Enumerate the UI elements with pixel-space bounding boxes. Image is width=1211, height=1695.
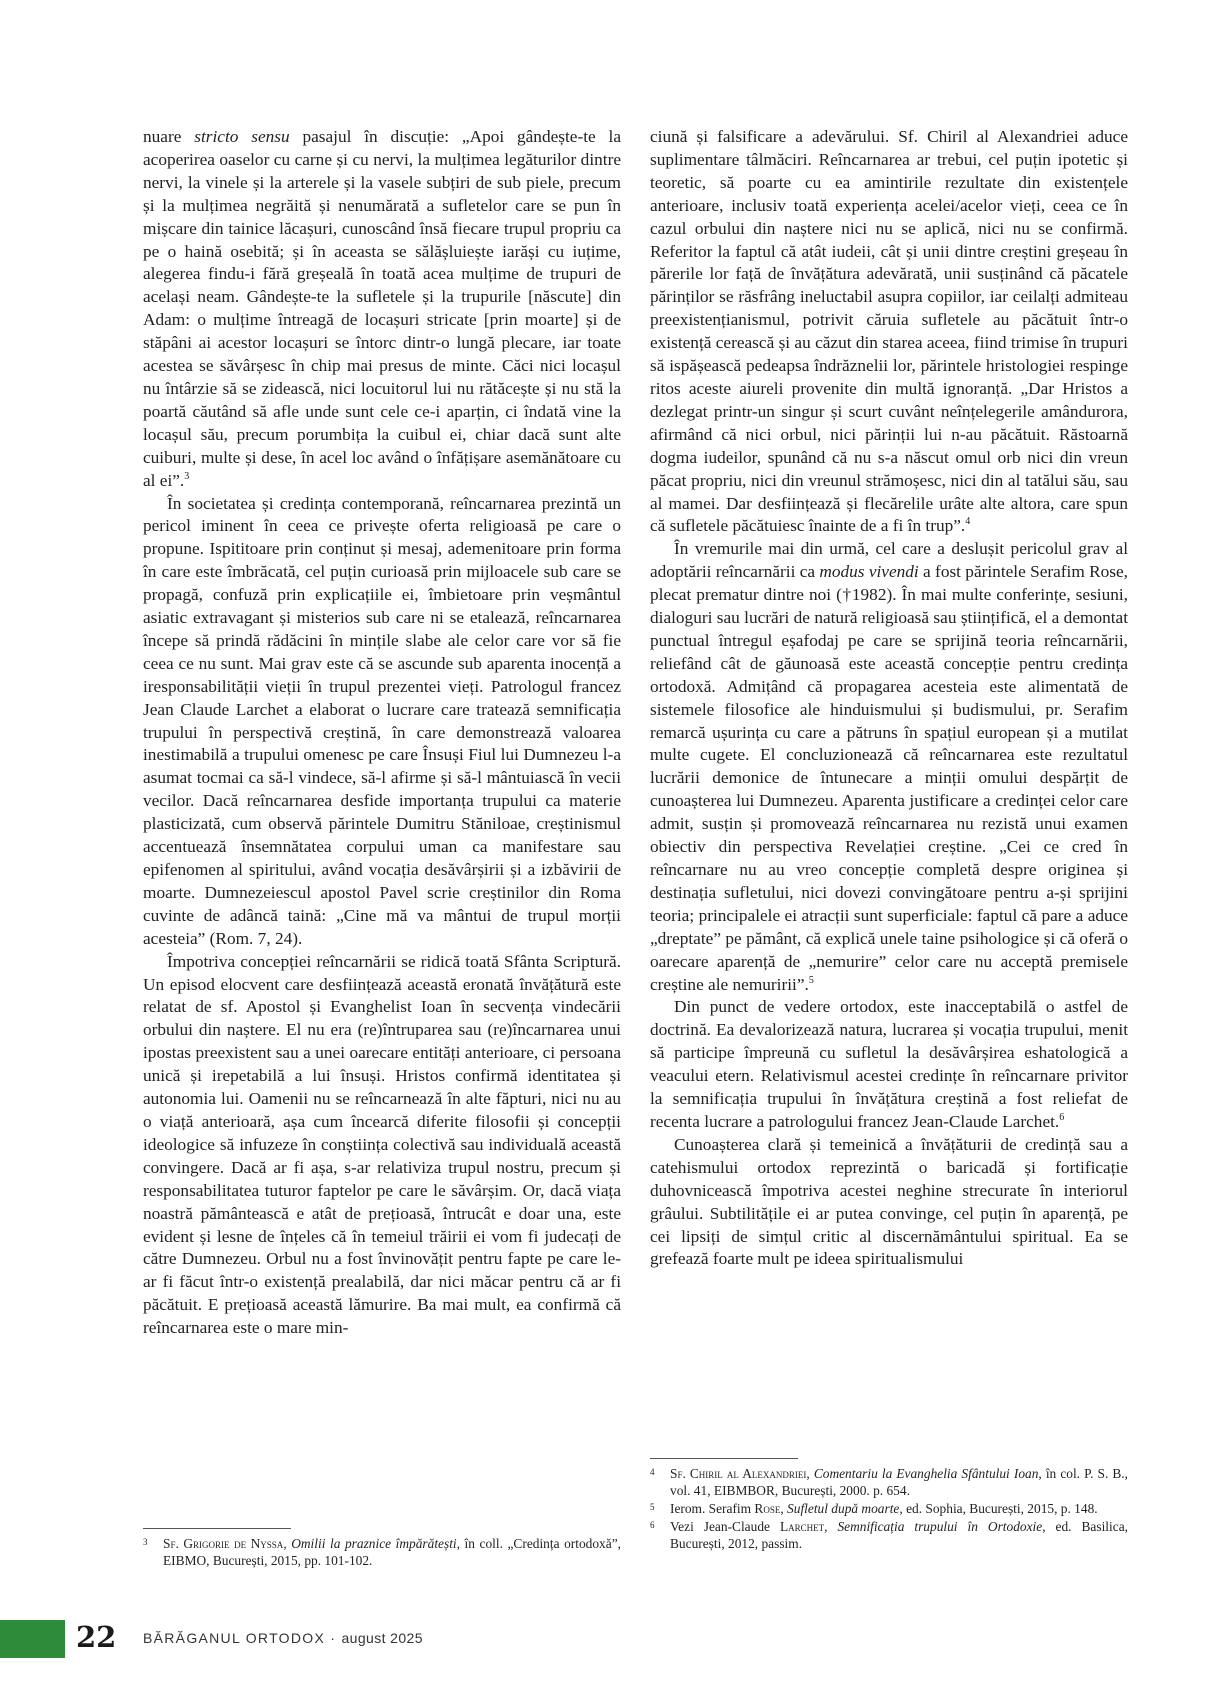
footnotes-left — [143, 1528, 621, 1570]
paragraph: În societatea și credința contemporană, reîncarnarea prezintă un pericol iminent în ceea ce privește oferta religioasă pe care o propune. Ispititoare prin conținut și mesaj, ademenitoare prin forma în care este îmbrăcată, cel puțin curioasă prin mijloacele sub care se propagă, confuză prin explicațiile ei, îmbietoare prin veșmântul asiatic extravagant și misterios sub care ni se etalează, reîncarnarea începe să prindă rădăcini în mințile slabe ale celor care vor să fie ceea ce nu sunt. Mai grav este că se ascunde sub aparenta inocență a iresponsabilității vieții în trupul prezentei vieți. Patrologul francez Jean Claude Larchet a elaborat o lucrare care tratează semnificația trupului în perspectivă creștină, în care demonstrează valoarea inestimabilă a trupului omenesc pe care Însuși Fiul lui Dumnezeu l-a asumat tocmai ca să-l vindece, să-l afirme și să-l mântuiască în vecii vecilor. Dacă reîncarnarea desfide importanța trupului ca materie plasticizată, cum observă părintele Dumitru Stăniloae, creștinismul accentuează însemnătatea corpului uman ca manifestare sau epifenomen al spiritului, având vocația desăvârșirii și a izbăvirii de moarte. Dumnezeiescul apostol Pavel scrie creștinilor din Roma cuvinte de adâncă taină: „Cine mă va mântui de trupul morții acesteia” (Rom. 7, 24). — [143, 493, 621, 948]
footer-separator: · — [325, 1630, 342, 1646]
latin-phrase: stricto sensu — [194, 127, 290, 146]
footnote-4: 4 Sf. Chiril al Alexandriei, Comentariu la Evanghelia Sfântului Ioan, în col. P. S. B., vol. 41, EIBMBOR, București, 2000. p. 654. — [650, 1466, 1128, 1498]
footnote-ref[interactable]: 3 — [184, 470, 190, 482]
footnote-number: 6 — [650, 1520, 655, 1530]
footnote-5: 5 Ierom. Serafim Rose, Sufletul după moarte, ed. Sophia, București, 2015, p. 148. — [650, 1501, 1098, 1516]
footnote-ref[interactable]: 6 — [1059, 1112, 1065, 1124]
footnote-3: 3 Sf. Grigorie de Nyssa, Omilii la praznice împărătești, în coll. „Credința ortodoxă”, EIBMO, București, 2015, pp. 101-102. — [143, 1536, 621, 1568]
left-column — [143, 126, 621, 1340]
latin-phrase: modus vivendi — [819, 562, 919, 582]
paragraph: Împotriva concepției reîncarnării se ridică toată Sfânta Scriptură. Un episod elocvent care desființează această eronată învățătură este relatat de sf. Apostol și Evanghelist Ioan în secvența vindecării orbului din naștere. El nu era (re)întruparea sau (re)încarnarea unui ipostas preexistent sau a unei oarecare entități anterioare, ci persoana unică și irepetabilă a lui însuși. Hristos confirmă identitatea și autonomia lui. Oamenii nu se reîncarnează în alte făpturi, nici nu au o viață anterioară, așa cum încearcă diferite filosofii și concepții ideologice să infuzeze în conștiința colectivă sau individuală această convingere. Dacă ar fi așa, s-ar relativiza trupul nostru, precum și responsabilitatea tuturor faptelor pe care le săvârșim. Or, dacă viața noastră pământească e atât de prețioasă, întrucât e doar una, este evident și lesne de înțeles că în temeiul trăirii ei vom fi judecați de către Dumnezeu. Orbul nu a fost învinovățit pentru fapte pe care le-ar fi făcut într-o existență prealabilă, dar nici măcar pentru că ar fi păcătuit. E prețioasă această lămurire. Ba mai mult, ea confirmă că reîncarnarea este o mare min- — [143, 951, 621, 1338]
magazine-title: BĂRĂGANUL ORTODOX — [143, 1630, 326, 1646]
running-footer — [143, 1629, 423, 1647]
paragraph: Cunoașterea clară și temeinică a învățăturii de credință sau a catehismului ortodox reprezintă o baricadă și fortificație duhovnicească împotriva acestei neghine strecurate în interiorul grâului. Subtilitățile ei ar putea convinge, cel puțin în aparență, pe cei lipsiți de simțul critic al discernământului spiritual. Ea se grefează foarte mult pe ideea spiritualismului — [650, 1134, 1128, 1269]
right-column — [650, 126, 1128, 1271]
footnote-number: 3 — [143, 1537, 148, 1547]
footnote-number: 4 — [650, 1467, 655, 1477]
paragraph: În vremurile mai din urmă, cel care a deslușit pericolul grav al adoptării reîncarnării ca modus vivendi a fost părintele Serafim Rose, plecat prematur dintre noi (†1982). În mai multe conferințe, sesiuni, dialoguri sau lucrări de natură religioasă sau științifică, el a demontat punctual întregul eșafodaj pe care se sprijină teoria reîncarnării, reliefând cât de găunoasă este această concepție pentru credința ortodoxă. Admițând că propagarea acesteia este alimentată de sistemele filosofice ale hinduismului și budismului, pr. Serafim remarcă ușurința cu care a pătruns în spațiul european și a mutilat multe cugete. El concluzionează că reîncarnarea este rezultatul lucrării demonice de întunecare a minții omului despărțit de cunoașterea lui Dumnezeu. Aparenta justificare a credinței celor care admit, susțin și promovează reîncarnarea nu rezistă unui examen obiectiv din perspectiva Revelației creștine. „Cei ce cred în reîncarnare nu au vreo concepție completă despre originea și destinația sufletului, nici dovezi convingătoare pentru a-și sprijini teoria; principalele ei atracții sunt superficiale: faptul că pare a aduce „dreptate” pe pământ, că explică unele taine psihologice și că oferă o oarecare aparență de „nemurire” celor care nu acceptă premisele creștine ale nemuririi”.$^5$ — [650, 539, 1129, 994]
footnote-number: 5 — [650, 1502, 655, 1512]
paragraph: Din punct de vedere ortodox, este inacceptabilă o astfel de doctrină. Ea devalorizează natura, lucrarea și vocația trupului, menit să participe împreună cu sufletul la desăvârșirea eshatologică a veacului etern. Relativismul acestei credințe în reîncarnare privitor la semnificația trupului în învățătura creștină a fost reliefat de recenta lucrare a patrologului francez Jean-Claude Larchet.$^6$ — [650, 997, 1128, 1131]
footnote-divider — [650, 1458, 798, 1459]
footnote-6: 6 Vezi Jean-Claude Larchet, Semnificația trupului în Ortodoxie, ed. Basilica, București, 2012, passim. — [650, 1519, 1128, 1551]
page-accent-bar — [0, 1620, 65, 1658]
paragraph: nuare stricto sensu pasajul în discuție: „Apoi gândește-te la acoperirea oaselor cu carne și cu nervi, la mulțimea legăturilor dintre nervi, la vinele și la arterele și la vasele subțiri de sub piele, precum și la mulțimea negrăită și nenumărată a sufletelor care se pun în mișcare din tainice lăcașuri, cunoscând însă fiecare trupul propriu ca pe o haină osebită; și în aceasta se sălășluiește iarăși cu iuțime, alegerea findu-i fără greșeală în toată acea mulțime de trupuri de același neam. Gândește-te la sufletele și la trupurile [născute] din Adam: o mulțime întreagă de locașuri stricate [prin moarte] și de stăpâni ai acestor locașuri se întorc dintr-o lungă plecare, iar toate acestea se săvârșesc în chip mai presus de minte. Căci nici locașul nu întârzie să se zidească, nici locuitorul lui nu rătăcește și nu stă la poartă căutând să afle unde sunt cele ce-i aparțin, ci îndată vine la locașul său, precum porumbița la cuibul ei, chiar dacă sunt alte cuiburi, multe și dese, în acel loc având o înfățișare asemănătoare cu al ei”.$^3$ — [143, 127, 621, 490]
page-number: 22 — [76, 1620, 117, 1654]
footnote-ref[interactable]: 5 — [808, 974, 814, 986]
footnotes-right — [650, 1458, 1128, 1553]
paragraph: ciună și falsificare a adevărului. Sf. Chiril al Alexandriei aduce suplimentare tâlmăciri. Reîncarnarea ar trebui, cel puțin ipotetic și teoretic, să poarte cu ea amintirile rezultate din existențele anterioare, inclusiv toată experiența acelei/acelor vieți, ceea ce în cazul orbului din naștere nici nu se aplică, nici nu se confirmă. Referitor la faptul că atât iudeii, cât și unii dintre creștini greșeau în părerile lor față de învățătura adevărată, unii susținând că păcatele părinților se răsfrâng ineluctabil asupra copiilor, iar ceilalți admiteau preexistențianismul, potrivit căruia sufletele au păcătuit într-o existență cerească și au căzut din starea aceea, fiind trimise în trupuri să ispășească pedeapsa îndrăznelii lor, părintele hristologiei respinge ritos aceste aiureli provenite din multă ignoranță. „Dar Hristos a dezlegat printr-un singur și scurt cuvânt neînțelegerile amândurora, afirmând că nici orbul, nici părinții lui n-au păcătuit. Răstoarnă dogma iudeilor, spunând că nu s-a născut omul orb nici din vreun păcat propriu, nici din vreunul strămoșesc, nici din al tatălui său, sau al mamei. Dar desființează și flecărelile urâte alte altora, care spun că sufletele păcătuiesc înainte de a fi în trup”.$^4$ — [650, 127, 1128, 536]
footnote-ref[interactable]: 4 — [965, 516, 971, 528]
issue-date: august 2025 — [341, 1630, 423, 1646]
footnote-divider — [143, 1528, 291, 1529]
article-body — [143, 126, 1145, 1596]
